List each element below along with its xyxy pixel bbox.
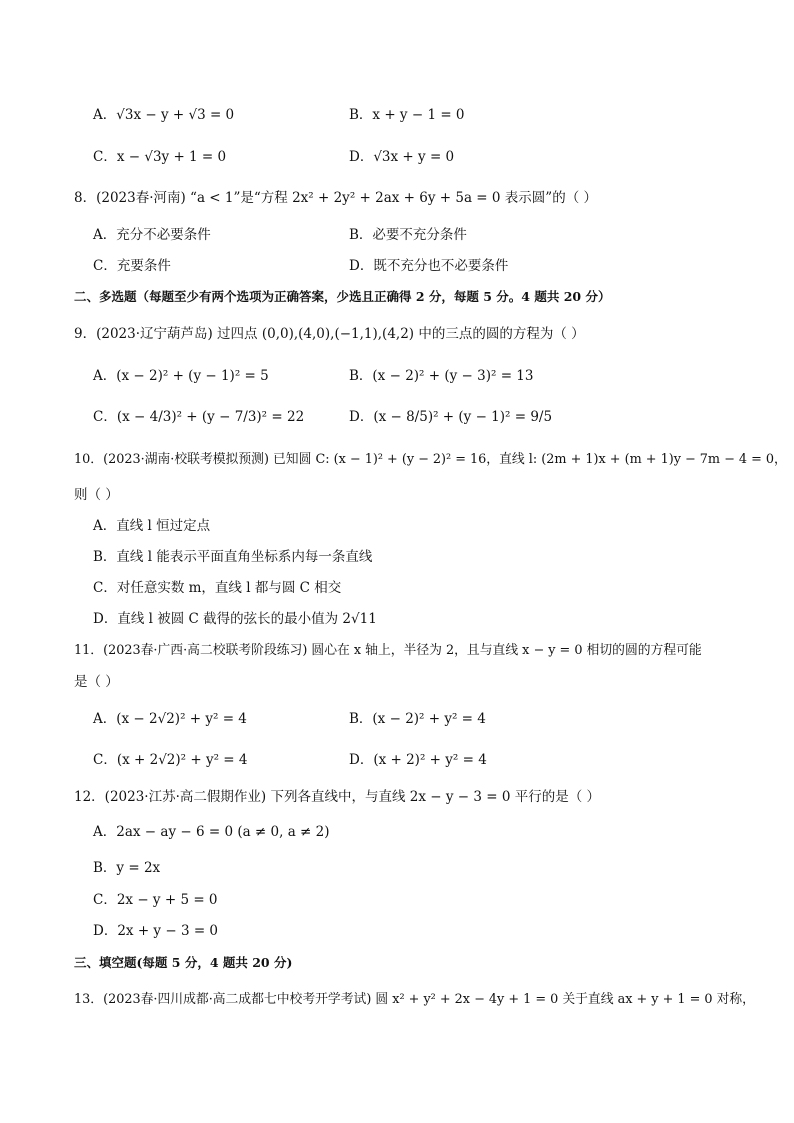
q9-option-a: A．(x − 2)² + (y − 1)² = 5 <box>93 368 269 384</box>
section2-title: 二、多选题（每题至少有两个选项为正确答案，少选且正确得 2 分，每题 5 分。4 题共 20 分） <box>74 289 611 304</box>
q10-option-c: C．对任意实数 m，直线 l 都与圆 C 相交 <box>93 580 342 596</box>
q7-option-c: C．x − √3y + 1 = 0 <box>93 149 227 165</box>
q8-option-c: C．充要条件 <box>93 258 171 274</box>
q9-stem: 9．(2023·辽宁葫芦岛) 过四点 (0,0),(4,0),(−1,1),(4,2) 中的三点的圆的方程为（ ） <box>74 326 585 342</box>
q13-stem: 13．(2023春·四川成都·高二成都七中校考开学考试) 圆 x² + y² + 2x − 4y + 1 = 0 关于直线 ax + y + 1 = 0 对称， <box>74 992 755 1007</box>
q11-option-b: B．(x − 2)² + y² = 4 <box>349 711 486 727</box>
q10-option-d: D．直线 l 被圆 C 截得的弦长的最小值为 2√11 <box>93 611 377 627</box>
q11-stem-line1: 11．(2023春·广西·高二校联考阶段练习) 圆心在 x 轴上，半径为 2，且与直线 x − y = 0 相切的圆的方程可能 <box>74 643 702 658</box>
q10-stem-line2: 则（ ） <box>74 487 119 503</box>
q8-stem: 8．(2023春·河南) “a < 1”是“方程 2x² + 2y² + 2ax + 6y + 5a = 0 表示圆”的（ ） <box>74 190 597 206</box>
q7-option-d: D．√3x + y = 0 <box>349 149 455 165</box>
section3-title: 三、填空题(每题 5 分，4 题共 20 分) <box>74 955 293 970</box>
q11-stem-line2: 是（ ） <box>74 674 119 690</box>
q9-option-d: D．(x − 8/5)² + (y − 1)² = 9/5 <box>349 409 553 425</box>
q9-option-c: C．(x − 4/3)² + (y − 7/3)² = 22 <box>93 409 305 425</box>
q9-option-b: B．(x − 2)² + (y − 3)² = 13 <box>349 368 534 384</box>
q7-option-b: B．x + y − 1 = 0 <box>349 107 465 123</box>
q12-option-b: B．y = 2x <box>93 860 161 876</box>
q12-option-d: D．2x + y − 3 = 0 <box>93 923 219 939</box>
q12-option-c: C．2x − y + 5 = 0 <box>93 892 218 908</box>
q8-option-a: A．充分不必要条件 <box>93 227 211 243</box>
q11-option-c: C．(x + 2√2)² + y² = 4 <box>93 752 248 768</box>
q12-option-a: A．2ax − ay − 6 = 0 (a ≠ 0, a ≠ 2) <box>93 824 330 840</box>
q8-option-b: B．必要不充分条件 <box>349 227 467 243</box>
q11-option-a: A．(x − 2√2)² + y² = 4 <box>93 711 247 727</box>
q10-option-a: A．直线 l 恒过定点 <box>93 518 211 534</box>
q12-stem: 12．(2023·江苏·高二假期作业) 下列各直线中，与直线 2x − y − 3 = 0 平行的是（ ） <box>74 789 601 805</box>
q8-option-d: D．既不充分也不必要条件 <box>349 258 509 274</box>
q7-option-a: A．√3x − y + √3 = 0 <box>93 107 235 123</box>
q10-stem-line1: 10．(2023·湖南·校联考模拟预测) 已知圆 C: (x − 1)² + (y − 2)² = 16，直线 l: (2m + 1)x + (m + 1)y − 7m − 4 = 0， <box>74 452 787 467</box>
q11-option-d: D．(x + 2)² + y² = 4 <box>349 752 487 768</box>
q10-option-b: B．直线 l 能表示平面直角坐标系内每一条直线 <box>93 549 373 565</box>
